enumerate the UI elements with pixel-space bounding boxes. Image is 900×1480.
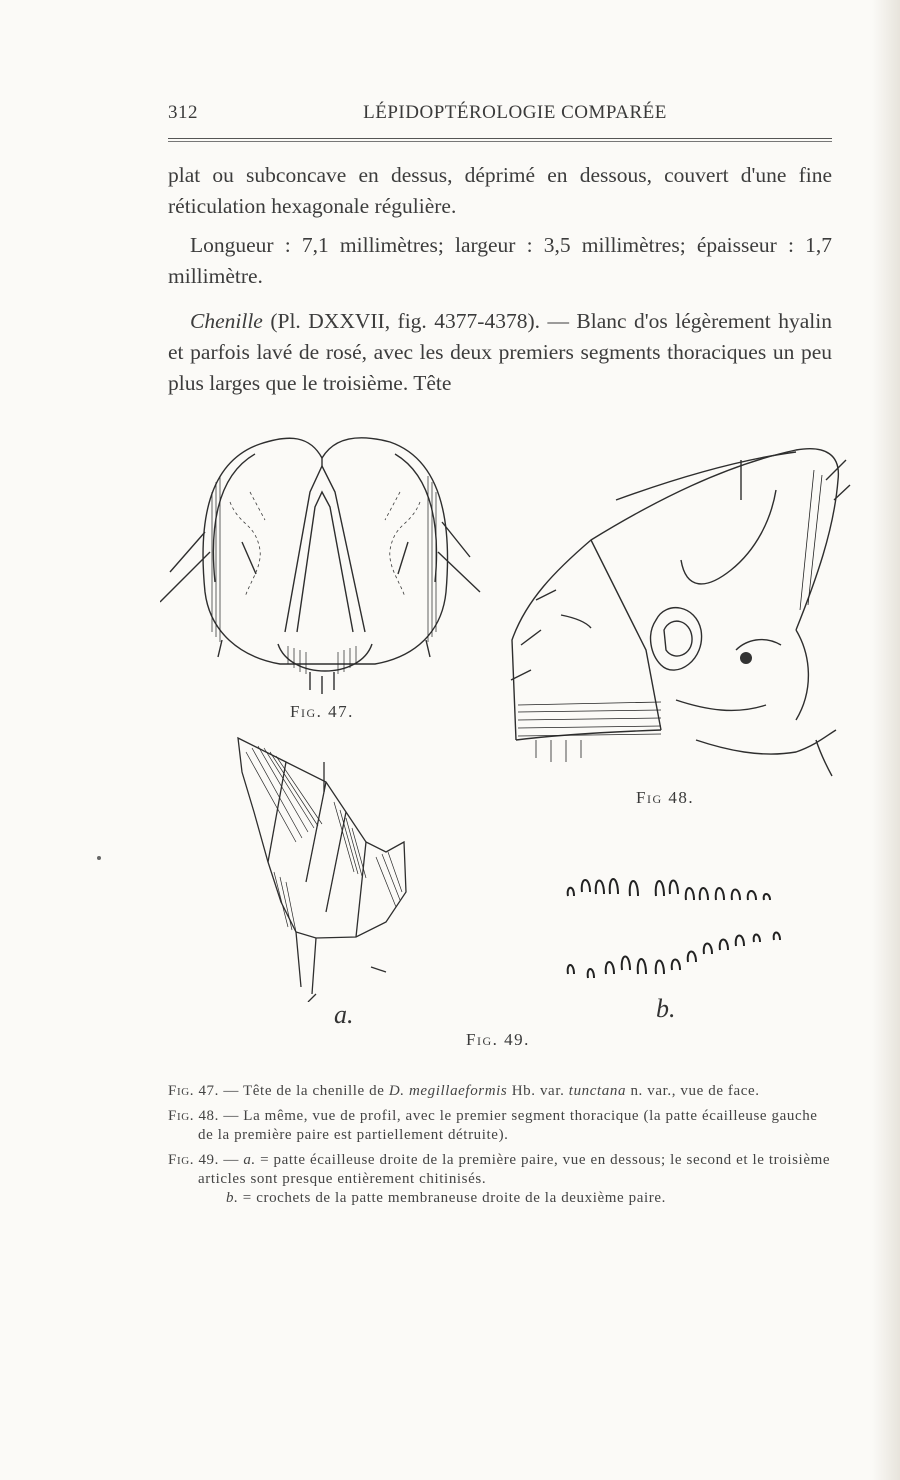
- fig-49-a-label: a.: [334, 1000, 354, 1029]
- paragraph-2: Longueur : 7,1 millimètres; largeur : 3,5 millimètres; épaisseur : 1,7 millimètre.: [168, 233, 832, 288]
- caption-47-variety: tunctana: [568, 1083, 627, 1099]
- caption-49-a-text: = patte écailleuse droite de la première paire, vue en dessous; le second et le troisième articles sont presque entièrement chitinisés.: [198, 1152, 831, 1187]
- header-rule: [168, 138, 832, 142]
- caption-48-lead: Fig. 48.: [168, 1108, 219, 1124]
- fig-48-label: Fig 48.: [636, 788, 695, 807]
- fig-49-label: Fig. 49.: [466, 1030, 530, 1049]
- fig-49b-crochets-drawing: [560, 870, 800, 990]
- body-text: [168, 160, 832, 407]
- caption-fig-47: [168, 1082, 836, 1101]
- figure-captions: [168, 1082, 836, 1214]
- caption-47-text-a: — Tête de la chenille de: [219, 1083, 389, 1099]
- fig-49-b-label: b.: [656, 994, 676, 1023]
- paragraph-3: [168, 306, 832, 399]
- fig-47-head-front-drawing: [160, 432, 490, 702]
- caption-47-text-c: n. var., vue de face.: [626, 1083, 760, 1099]
- caption-49-lead: Fig. 49.: [168, 1152, 219, 1168]
- caption-47-text-b: Hb. var.: [507, 1083, 569, 1099]
- chenille-heading: Chenille: [190, 309, 263, 333]
- page-edge-shadow: [872, 0, 900, 1480]
- paragraph-3-text: (Pl. DXXVII, fig. 4377-4378). — Blanc d'os légèrement hyalin et parfois lavé de rosé, avec les deux premiers segments thoraciques un peu plus larges que le troisième. Tête: [168, 309, 832, 395]
- caption-fig-49: Fig. 49. — a. = patte écailleuse droite de la première paire, vue en dessous; le second et le troisième articles sont presque entièrement chitinisés. b. = crochets de la patte membraneuse droite de la deuxième paire.: [168, 1151, 836, 1208]
- paragraph-1: plat ou subconcave en dessus, déprimé en dessous, couvert d'une fine réticulation hexagonale régulière.: [168, 163, 832, 218]
- caption-48-text: — La même, vue de profil, avec le premier segment thoracique (la patte écailleuse gauche de la première paire est partiellement détruite).: [198, 1108, 818, 1143]
- fig-48-head-profile-drawing: [496, 440, 852, 780]
- caption-47-species: D. megillaeformis: [388, 1083, 508, 1099]
- running-header: [168, 102, 832, 128]
- caption-fig-48: [168, 1107, 836, 1145]
- caption-47-lead: Fig. 47.: [168, 1083, 219, 1099]
- page-number: 312: [168, 102, 198, 123]
- running-title: LÉPIDOPTÉROLOGIE COMPARÉE: [363, 102, 667, 123]
- caption-49-b-text: = crochets de la patte membraneuse droite de la deuxième paire.: [238, 1190, 666, 1206]
- caption-49-b-line: [198, 1189, 836, 1208]
- ink-speck: [97, 856, 101, 860]
- caption-49-a-label: a.: [243, 1152, 256, 1168]
- fig-47-label: Fig. 47.: [290, 702, 354, 721]
- caption-49-b-label: b.: [226, 1190, 239, 1206]
- fig-49a-leg-drawing: [226, 732, 426, 1002]
